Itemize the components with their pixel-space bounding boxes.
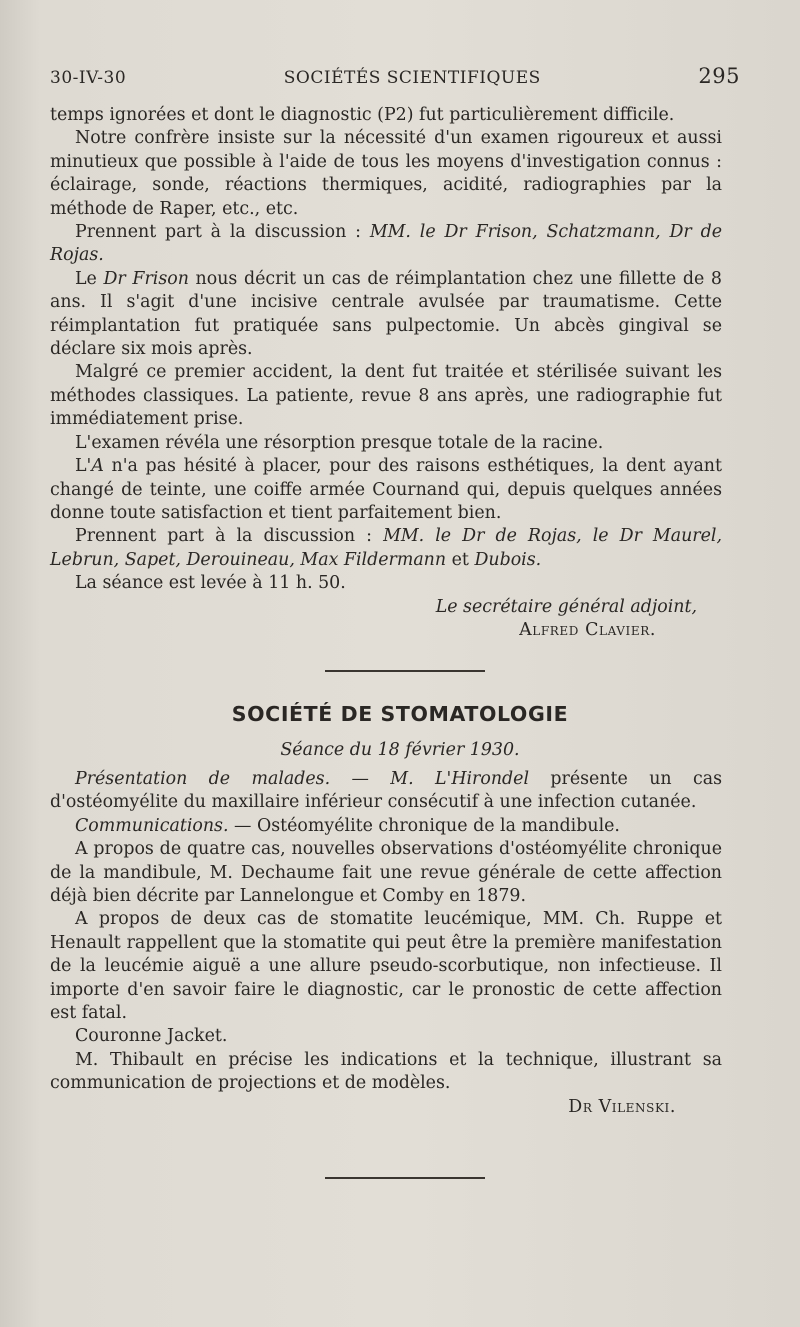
paragraph: Présentation de malades. — M. L'Hirondel présente un cas d'ostéomyélite du maxillaire inférieur consécutif à une infection cutanée. — [50, 769, 722, 813]
page-number: 295 — [698, 64, 740, 88]
paragraph: Malgré ce premier accident, la dent fut traitée et stérilisée suivant les méthodes classiques. La patiente, revue 8 ans après, une radiographie fut immédiatement prise. — [50, 362, 722, 430]
end-divider — [325, 1177, 485, 1179]
paragraph: A propos de deux cas de stomatite leucémique, MM. Ch. Ruppe et Henault rappellent que la stomatite qui peut être la première manifestation de la leucémie aiguë a une allure pseudo-scorbutique, non infectieuse. Il importe d'en savoir faire le diagnostic, car le pronostic de cette affection est fatal. — [50, 909, 722, 1024]
signature-name: Alfred Clavier. — [519, 619, 656, 640]
running-header — [50, 64, 740, 88]
paragraph: Couronne Jacket. — [75, 1026, 228, 1047]
header-date: 30-IV-30 — [50, 68, 127, 88]
paragraph: Prennent part à la discussion : MM. le Dr Frison, Schatzmann, Dr de Rojas. — [50, 222, 722, 266]
paragraph: L'examen révéla une résorption presque totale de la racine. — [75, 432, 604, 453]
session-date: Séance du 18 février 1930. — [280, 740, 520, 760]
paragraph: L'A n'a pas hésité à placer, pour des raisons esthétiques, la dent ayant changé de teinte, une coiffe armée Cournand qui, depuis quelques années donne toute satisfaction et tient parfaitement bien. — [50, 456, 722, 523]
paragraph: temps ignorées et dont le diagnostic (P2) fut particulièrement difficile. — [50, 105, 675, 125]
paragraph: A propos de quatre cas, nouvelles observations d'ostéomyélite chronique de la mandibule, M. Dechaume fait une revue générale de cette affection déjà bien décrite par Lannelongue et Comby en 1879. — [50, 839, 722, 907]
paragraph: Le Dr Frison nous décrit un cas de réimplantation chez une fillette de 8 ans. Il s'agit d'une incisive centrale avulsée par traumatisme. Cette réimplantation fut pratiquée sans pulpectomie. Un abcès gingival se déclare six mois après. — [50, 268, 722, 360]
section-divider — [325, 670, 485, 672]
section-stomatology — [50, 768, 722, 1119]
paragraph: Communications. — Ostéomyélite chronique de la mandibule. — [75, 815, 620, 836]
signature-role: Le secrétaire général adjoint, — [435, 596, 697, 617]
paragraph: Prennent part à la discussion : MM. le Dr de Rojas, le Dr Maurel, Lebrun, Sapet, Derouineau, Max Fildermann et Dubois. — [50, 526, 722, 570]
paragraph: M. Thibault en précise les indications et la technique, illustrant sa communication de projections et de modèles. — [50, 1049, 722, 1094]
paragraph: La séance est levée à 11 h. 50. — [75, 573, 346, 594]
running-title: SOCIÉTÉS SCIENTIFIQUES — [283, 68, 541, 88]
paragraph: Notre confrère insiste sur la nécessité d'un examen rigoureux et aussi minutieux que possible à l'aide de tous les moyens d'investigation connus : éclairage, sonde, réactions thermiques, acidité, radiographies par la méthode de Raper, etc., etc. — [50, 128, 722, 219]
section-title: SOCIÉTÉ DE STOMATOLOGIE — [231, 702, 569, 726]
section-odontology — [50, 104, 722, 642]
signature-name: Dr Vilenski. — [568, 1096, 676, 1117]
